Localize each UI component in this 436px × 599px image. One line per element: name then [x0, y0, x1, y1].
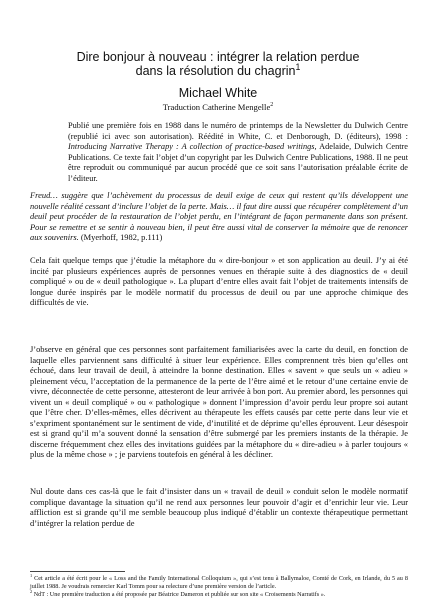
translator-footnote-marker: 2: [270, 102, 274, 109]
publication-notice: [68, 121, 408, 185]
footnote-2: [30, 588, 408, 599]
page-title: [30, 50, 406, 78]
notice-part-1: Publié une première fois en 1988 dans le numéro de printemps de la Newsletter du Dulwich Centre (republié ici avec son autorisation). Réédité in White, C. et Denborough, D. (éditeurs), 1998 :: [68, 121, 408, 141]
quote-text: Freud… suggère que l’achèvement du processus de deuil exige de ceux qui restent qu’ils développent une nouvelle réalité cessant d’inclure l’objet de la perte. Mais… il faut dire aussi que récupérer complètement d’un deuil peut procéder de la restauration de l’objet perdu, en l’intégrant de façon permanente dans son présent. Pour se remettre et se sentir à nouveau bien, il peut être aussi vital de conserver la mémoire que de renoncer aux souvenirs.: [30, 190, 408, 243]
paragraph-1: Cela fait quelque temps que j’étudie la métaphore du « dire-bonjour » et son application au deuil. J’y ai été incité par plusieurs expériences auprès de personnes venues en thérapie suite à des diagnostics de « deuil compliqué » ou de « deuil pathologique ». La plupart d’entre elles avait fait l’objet de traitements intensifs de longue durée inspirés par le modèle normatif du processus de deuil ou par une approche chimique des difficultés de vie.: [30, 255, 408, 308]
author-name: Michael White: [178, 86, 258, 100]
translator-text: Traduction Catherine Mengelle: [162, 102, 271, 112]
title-line-2-text: dans la résolution du chagrin: [135, 64, 296, 78]
epigraph-quote: [30, 190, 408, 243]
footnote-separator: [30, 571, 125, 572]
footnote-1-text: Cet article a été écrit pour le « Loss and the Family International Colloquium », qui s’est tenu à Ballymaloe, Comté de Cork, en Irlande, du 5 au 8 juillet 1988. Je voudrais remercier Karl Tomm pour sa relecture d’une première version de l’article.: [30, 575, 408, 590]
notice-part-2: , Adelaide, Dulwich Centre Publications. Ce texte fait l’objet d’un copyright par les Dulwich Centre Publications, 1988. Il ne peut être reproduit ou communiqué par aucun procédé que ce soit sans l’autorisation préalable écrite de l’éditeur.: [68, 142, 408, 183]
footnote-1: [30, 572, 408, 591]
title-line-1: Dire bonjour à nouveau : intégrer la relation perdue: [76, 50, 360, 64]
paragraph-3: Nul doute dans ces cas-là que le fait d’insister dans un « travail de deuil » conduit selon le modèle normatif complique davantage la situation qu’il ne rend aux personnes leur pouvoir d’agir et d’enrichir leur vie. Leur affliction est si grande qu’il me semble beaucoup plus indiqué d’établir un contexte thérapeutique permettant d’intégrer la relation perdue de: [30, 486, 408, 528]
paragraph-2: J’observe en général que ces personnes sont parfaitement familiarisées avec la carte du deuil, en fonction de laquelle elles parviennent sans difficulté à situer leur expérience. Elles comprennent très bien qu’elles ont échoué, dans leur travail de deuil, à atteindre la bonne destination. Elles « savent » que seuls un « adieu » pleinement vécu, l’acceptation de la permanence de la perte de l’être aimé et le retour d’une certaine envie de vivre, déconnectée de cette personne, attesteront de leur arrivée à bon port. Au premier abord, les personnes qui vivent un « deuil compliqué » ou « pathologique » donnent l’impression d’avoir perdu leur propre soi autant que l’être cher. D’elles-mêmes, elles décrivent au thérapeute les effets causés par cette perte dans leur vie et s’expriment spontanément sur le sentiment de vide, d’inutilité et de déprime qu’elles éprouvent. Leur désespoir est si grand qu’il m’a souvent donné la sensation d’être submergé par les premiers instants de la thérapie. Je discerne fréquemment chez elles des invitations guidées par la métaphore du « dire-adieu » à parler toujours « plus de la même chose » ; je parviens toutefois en général à les décliner.: [30, 344, 408, 460]
notice-book-title: Introducing Narrative Therapy : A collection of practice-based writings: [68, 142, 315, 152]
footnote-2-marker: 2: [30, 588, 33, 594]
quote-citation: (Myerhoff, 1982, p.111): [78, 232, 163, 243]
footnotes: [30, 572, 408, 599]
title-line-2: [30, 61, 406, 78]
footnote-1-marker: 1: [30, 572, 33, 578]
footnote-2-text: NdT : Une première traduction a été proposée par Béatrice Dameron et publiée sur son site « Croisements Narratifs ».: [32, 590, 326, 598]
translator-credit: [30, 102, 406, 112]
title-footnote-marker: 1: [295, 61, 301, 72]
